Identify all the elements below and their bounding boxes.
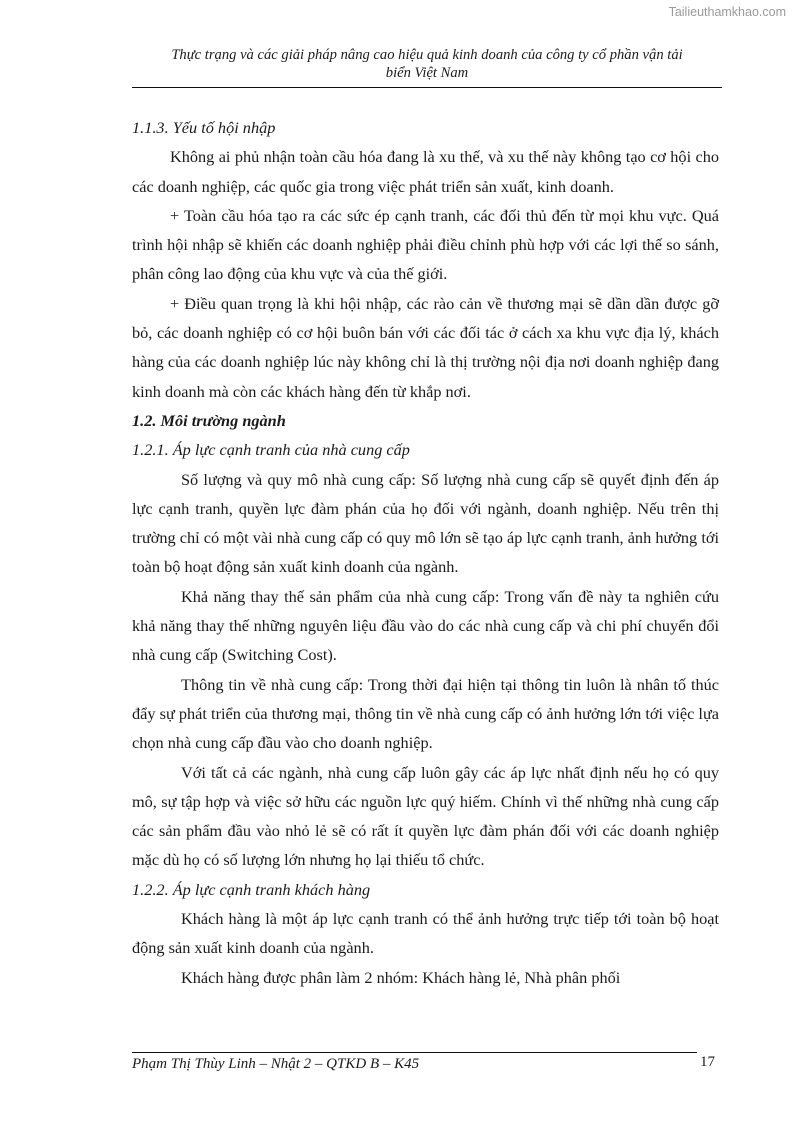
- document-body: [132, 113, 719, 992]
- section-heading-1-2: 1.2. Môi trường ngành: [132, 410, 286, 430]
- paragraph: + Toàn cầu hóa tạo ra các sức ép cạnh tranh, các đối thủ đến từ mọi khu vực. Quá trình hội nhập sẽ khiến các doanh nghiệp phải điều chỉnh phù hợp với các lợi thế so sánh, phân công lao động của khu vực và của thế giới.: [132, 205, 719, 284]
- paragraph: Khách hàng được phân làm 2 nhóm: Khách hàng lẻ, Nhà phân phối: [181, 967, 621, 987]
- paragraph: Số lượng và quy mô nhà cung cấp: Số lượng nhà cung cấp sẽ quyết định đến áp lực cạnh tranh, quyền lực đàm phán của họ đối với ngành, doanh nghiệp. Nếu trên thị trường chỉ có một vài nhà cung cấp có quy mô lớn sẽ tạo áp lực cạnh tranh, ảnh hưởng tới toàn bộ hoạt động sản xuất kinh doanh của ngành.: [132, 469, 719, 577]
- paragraph: Với tất cả các ngành, nhà cung cấp luôn gây các áp lực nhất định nếu họ có quy mô, sự tập hợp và việc sở hữu các nguồn lực quý hiếm. Chính vì thế những nhà cung cấp các sản phẩm đầu vào nhỏ lẻ sẽ có rất ít quyền lực đàm phán đối với các doanh nghiệp mặc dù họ có số lượng lớn nhưng họ lại thiếu tổ chức.: [132, 762, 719, 870]
- header-title-line-1: Thực trạng và các giải pháp nâng cao hiệu quả kinh doanh của công ty cổ phần vận tải: [171, 47, 683, 63]
- header-divider: [132, 87, 722, 88]
- paragraph: Không ai phủ nhận toàn cầu hóa đang là xu thế, và xu thế này không tạo cơ hội cho các doanh nghiệp, các quốc gia trong việc phát triển sản xuất, kinh doanh.: [132, 147, 719, 196]
- section-heading-1-2-2: 1.2.2. Áp lực cạnh tranh khách hàng: [132, 879, 371, 899]
- page-number: 17: [700, 1054, 715, 1070]
- section-heading-1-2-1: 1.2.1. Áp lực cạnh tranh của nhà cung cấp: [132, 440, 410, 460]
- paragraph: Khách hàng là một áp lực cạnh tranh có thể ảnh hưởng trực tiếp tới toàn bộ hoạt động sản xuất kinh doanh của ngành.: [132, 909, 719, 958]
- header-title-line-2: biển Việt Nam: [385, 65, 469, 81]
- footer-divider: [132, 1052, 697, 1053]
- paragraph: Khả năng thay thế sản phẩm của nhà cung cấp: Trong vấn đề này ta nghiên cứu khả năng thay thế những nguyên liệu đầu vào do các nhà cung cấp và chi phí chuyển đổi nhà cung cấp (Switching Cost).: [132, 586, 719, 665]
- watermark: Tailieuthamkhao.com: [668, 5, 786, 19]
- page-header: [132, 46, 722, 82]
- section-heading-1-1-3: 1.1.3. Yếu tố hội nhập: [132, 118, 276, 137]
- paragraph: + Điều quan trọng là khi hội nhập, các rào cản về thương mại sẽ dần dần được gỡ bỏ, các doanh nghiệp có cơ hội buôn bán với các đối tác ở cách xa khu vực địa lý, khách hàng của các doanh nghiệp lúc này không chỉ là thị trường nội địa nơi doanh nghiệp đang kinh doanh mà còn các khách hàng đến từ khắp nơi.: [132, 293, 719, 401]
- paragraph: Thông tin về nhà cung cấp: Trong thời đại hiện tại thông tin luôn là nhân tố thúc đẩy sự phát triển của thương mại, thông tin về nhà cung cấp có ảnh hưởng lớn tới việc lựa chọn nhà cung cấp đầu vào cho doanh nghiệp.: [132, 674, 719, 753]
- footer-author: Phạm Thị Thùy Linh – Nhật 2 – QTKD B – K45: [132, 1056, 420, 1072]
